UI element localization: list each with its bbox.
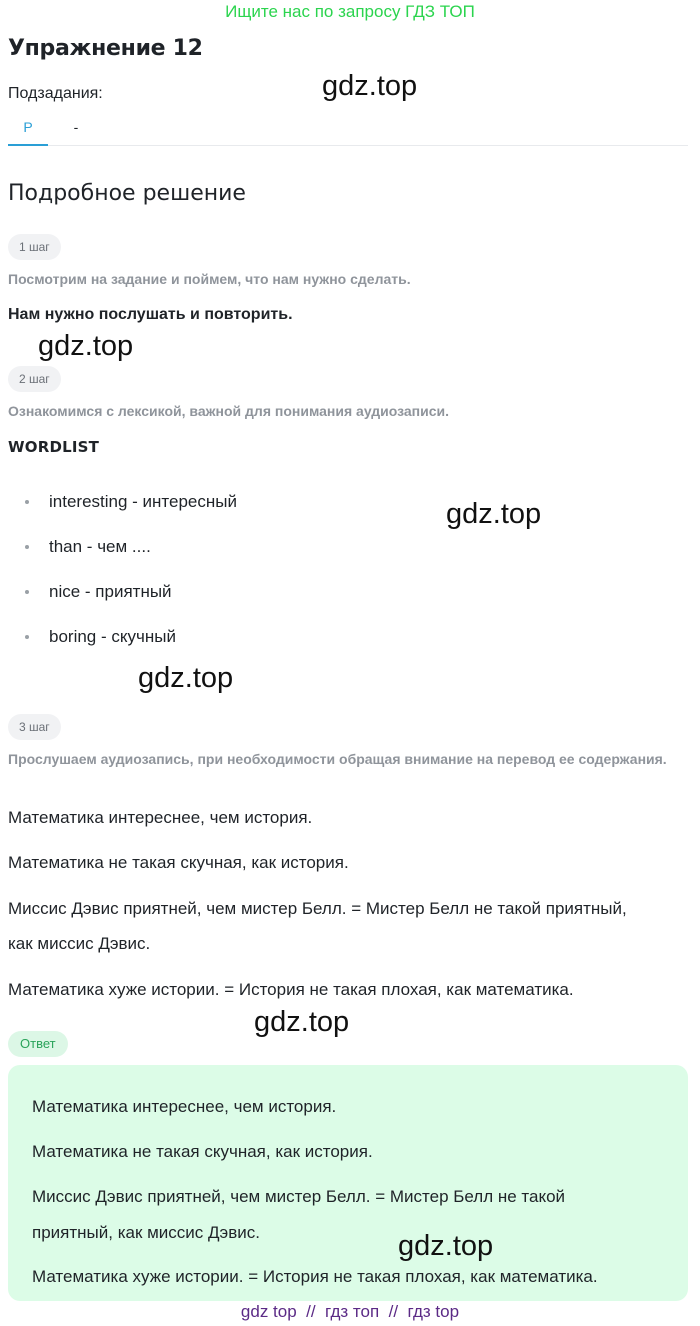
watermark: gdz.top bbox=[446, 498, 542, 530]
answer-line: приятный, как миссис Дэвис. bbox=[32, 1223, 260, 1242]
answer-line: Математика хуже истории. = История не такая плохая, как математика. bbox=[32, 1267, 598, 1286]
solution-title: Подробное решение bbox=[8, 181, 246, 206]
footer-link[interactable]: гдз топ bbox=[325, 1302, 380, 1321]
word-entry: boring - скучный bbox=[49, 627, 176, 646]
step-3-line: Миссис Дэвис приятней, чем мистер Белл. = Мистер Белл не такой приятный, bbox=[8, 899, 627, 918]
wordlist-title: WORDLIST bbox=[8, 438, 100, 456]
step-3-line: Математика интереснее, чем история. bbox=[8, 808, 313, 827]
bullet-icon bbox=[25, 635, 29, 639]
subtask-tabs bbox=[8, 110, 688, 146]
footer-link[interactable]: gdz top bbox=[240, 1302, 297, 1321]
bullet-icon bbox=[25, 545, 29, 549]
list-item bbox=[22, 535, 237, 580]
top-banner: Ищите нас по запросу ГДЗ ТОП bbox=[225, 2, 475, 21]
subtasks-label: Подзадания: bbox=[8, 85, 103, 102]
footer-links bbox=[0, 1300, 700, 1326]
step-3-hint: Прослушаем аудиозапись, при необходимости обращая внимание на перевод ее содержания. bbox=[8, 751, 667, 767]
bullet-icon bbox=[25, 590, 29, 594]
answer-line: Математика не такая скучная, как история. bbox=[32, 1142, 373, 1161]
watermark: gdz.top bbox=[254, 1006, 350, 1038]
watermark: gdz.top bbox=[38, 330, 134, 362]
step-1-bold-text: Нам нужно послушать и повторить. bbox=[8, 306, 293, 323]
word-entry: interesting - интересный bbox=[49, 492, 237, 511]
step-2-badge: 2 шаг bbox=[8, 366, 61, 392]
answer-badge: Ответ bbox=[8, 1031, 68, 1057]
footer-separator: // bbox=[388, 1302, 399, 1321]
footer-separator: // bbox=[306, 1302, 316, 1321]
footer-link[interactable]: гдз top bbox=[407, 1302, 460, 1321]
list-item bbox=[22, 490, 237, 535]
tab-r[interactable]: Р bbox=[8, 116, 48, 146]
tab-dash[interactable]: - bbox=[73, 119, 79, 135]
step-3-line: как миссис Дэвис. bbox=[8, 934, 151, 953]
word-entry: than - чем .... bbox=[49, 537, 151, 556]
answer-box bbox=[8, 1065, 688, 1301]
word-entry: nice - приятный bbox=[49, 582, 172, 601]
step-3-line: Математика не такая скучная, как история. bbox=[8, 853, 349, 872]
step-1-badge: 1 шаг bbox=[8, 234, 61, 260]
watermark: gdz.top bbox=[322, 70, 418, 102]
watermark: gdz.top bbox=[138, 662, 234, 694]
bullet-icon bbox=[25, 500, 29, 504]
step-2-hint: Ознакомимся с лексикой, важной для понимания аудиозаписи. bbox=[8, 403, 450, 419]
answer-line: Математика интереснее, чем история. bbox=[32, 1097, 337, 1116]
watermark: gdz.top bbox=[398, 1230, 494, 1262]
step-3-line: Математика хуже истории. = История не такая плохая, как математика. bbox=[8, 980, 574, 999]
list-item bbox=[22, 580, 237, 625]
page-title: Упражнение 12 bbox=[8, 36, 203, 61]
step-3-badge: 3 шаг bbox=[8, 714, 61, 740]
answer-line: Миссис Дэвис приятней, чем мистер Белл. = Мистер Белл не такой bbox=[32, 1187, 566, 1206]
word-list bbox=[22, 490, 237, 670]
step-1-hint: Посмотрим на задание и поймем, что нам нужно сделать. bbox=[8, 271, 411, 287]
